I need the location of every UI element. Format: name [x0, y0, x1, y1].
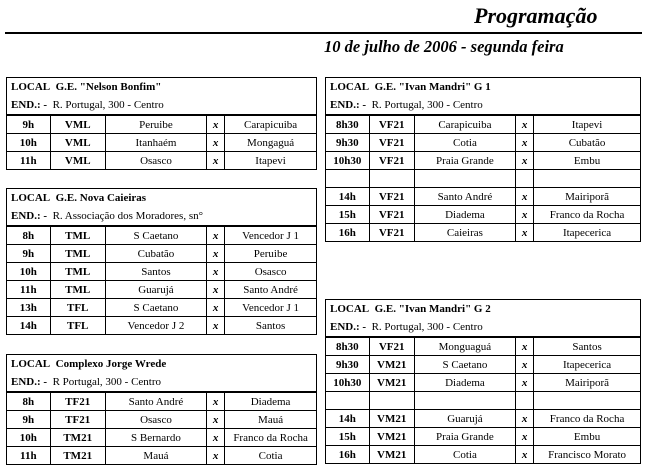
away-team: Santos	[534, 338, 640, 356]
match-row	[326, 338, 640, 356]
away-team: Vencedor J 1	[225, 227, 316, 245]
home-team: Itanhaém	[105, 134, 206, 152]
versus-mark: x	[207, 263, 225, 281]
match-row	[7, 245, 316, 263]
match-time: 10h30	[326, 152, 369, 170]
match-time: 15h	[326, 206, 369, 224]
match-time: 16h	[326, 224, 369, 242]
match-category: VF21	[369, 206, 414, 224]
match-row	[326, 446, 640, 464]
home-team: Mauá	[105, 447, 206, 465]
match-category: VF21	[369, 224, 414, 242]
home-team: Monguaguá	[414, 338, 515, 356]
match-time: 14h	[326, 188, 369, 206]
home-team: Santos	[105, 263, 206, 281]
match-category: VML	[50, 134, 105, 152]
venue-address-row	[326, 96, 640, 115]
home-team: Caieiras	[414, 224, 515, 242]
versus-mark: x	[207, 317, 225, 335]
match-row	[7, 116, 316, 134]
match-time: 10h	[7, 429, 50, 447]
away-team: Itapevi	[534, 116, 640, 134]
match-time: 8h	[7, 227, 50, 245]
match-time: 10h30	[326, 374, 369, 392]
match-time: 9h	[7, 411, 50, 429]
venue-header	[326, 300, 640, 318]
home-team: Praia Grande	[414, 428, 515, 446]
home-team: Carapicuiba	[414, 116, 515, 134]
venue-name: G.E. "Ivan Mandri" G 1	[374, 81, 491, 93]
versus-mark: x	[516, 152, 534, 170]
match-time	[326, 392, 369, 410]
match-time: 11h	[7, 447, 50, 465]
venue-header	[7, 78, 316, 96]
away-team: Franco da Rocha	[534, 410, 640, 428]
match-row	[7, 299, 316, 317]
away-team: Mairiporã	[534, 374, 640, 392]
versus-mark: x	[516, 446, 534, 464]
match-time	[326, 170, 369, 188]
match-category: TM21	[50, 447, 105, 465]
home-team: Cotia	[414, 446, 515, 464]
match-row	[326, 152, 640, 170]
away-team: Itapecerica	[534, 224, 640, 242]
match-row	[326, 392, 640, 410]
versus-mark: x	[516, 188, 534, 206]
versus-mark: x	[207, 245, 225, 263]
versus-mark: x	[516, 206, 534, 224]
away-team: Embu	[534, 428, 640, 446]
match-category: VF21	[369, 152, 414, 170]
match-category	[369, 170, 414, 188]
home-team: S Caetano	[105, 299, 206, 317]
versus-mark: x	[207, 116, 225, 134]
match-row	[7, 227, 316, 245]
end-label: END.: -	[330, 99, 367, 111]
away-team: Santos	[225, 317, 316, 335]
away-team: Peruibe	[225, 245, 316, 263]
versus-mark: x	[516, 356, 534, 374]
match-time: 8h30	[326, 338, 369, 356]
end-label: END.: -	[11, 99, 48, 111]
match-row	[326, 116, 640, 134]
local-label: LOCAL	[11, 358, 51, 370]
versus-mark: x	[207, 152, 225, 170]
home-team: Guarujá	[414, 410, 515, 428]
away-team: Mauá	[225, 411, 316, 429]
match-category: VML	[50, 116, 105, 134]
match-time: 11h	[7, 152, 50, 170]
match-row	[326, 410, 640, 428]
match-row	[7, 281, 316, 299]
match-category: TF21	[50, 411, 105, 429]
versus-mark: x	[516, 410, 534, 428]
match-row	[7, 317, 316, 335]
match-table	[7, 392, 316, 464]
match-category: VML	[50, 152, 105, 170]
away-team: Francisco Morato	[534, 446, 640, 464]
match-category: TFL	[50, 317, 105, 335]
home-team: S Bernardo	[105, 429, 206, 447]
venue-header	[326, 78, 640, 96]
page-subtitle: 10 de julho de 2006 - segunda feira	[324, 37, 564, 56]
title-rule	[5, 32, 642, 34]
versus-mark: x	[516, 428, 534, 446]
match-row	[7, 429, 316, 447]
match-time: 10h	[7, 134, 50, 152]
match-time: 8h30	[326, 116, 369, 134]
match-time: 9h30	[326, 134, 369, 152]
match-time: 15h	[326, 428, 369, 446]
match-category: VM21	[369, 428, 414, 446]
home-team: S Caetano	[414, 356, 515, 374]
home-team: Cotia	[414, 134, 515, 152]
match-row	[7, 152, 316, 170]
home-team: Peruibe	[105, 116, 206, 134]
versus-mark: x	[207, 393, 225, 411]
away-team: Itapevi	[225, 152, 316, 170]
away-team: Mairiporã	[534, 188, 640, 206]
match-row	[326, 356, 640, 374]
match-row	[7, 393, 316, 411]
versus-mark: x	[516, 116, 534, 134]
match-category: TML	[50, 227, 105, 245]
venue-name: G.E. "Nelson Bonfim"	[55, 81, 162, 93]
match-category: VF21	[369, 338, 414, 356]
venue-address-row	[7, 207, 316, 226]
away-team: Cubatão	[534, 134, 640, 152]
end-label: END.: -	[11, 376, 48, 388]
match-row	[7, 447, 316, 465]
venue-name: G.E. Nova Caieiras	[55, 192, 147, 204]
match-category: VF21	[369, 134, 414, 152]
match-table	[326, 115, 640, 241]
venue-ivan-mandri-g2	[325, 299, 641, 464]
local-label: LOCAL	[330, 81, 370, 93]
away-team: Diadema	[225, 393, 316, 411]
match-table	[7, 115, 316, 169]
match-category: TM21	[50, 429, 105, 447]
versus-mark: x	[207, 134, 225, 152]
match-time: 14h	[7, 317, 50, 335]
away-team: Franco da Rocha	[534, 206, 640, 224]
match-table	[326, 337, 640, 463]
away-team: Santo André	[225, 281, 316, 299]
match-time: 13h	[7, 299, 50, 317]
away-team: Cotia	[225, 447, 316, 465]
page-title: Programação	[474, 3, 598, 28]
venue-address: R. Portugal, 300 - Centro	[52, 99, 164, 111]
home-team: Diadema	[414, 374, 515, 392]
venue-address-row	[7, 96, 316, 115]
versus-mark: x	[207, 299, 225, 317]
match-category: VF21	[369, 188, 414, 206]
match-time: 14h	[326, 410, 369, 428]
match-time: 9h	[7, 116, 50, 134]
local-label: LOCAL	[11, 192, 51, 204]
away-team: Carapicuiba	[225, 116, 316, 134]
venue-name: Complexo Jorge Wrede	[55, 358, 167, 370]
venue-nelson-bonfim	[6, 77, 317, 170]
home-team: Santo André	[105, 393, 206, 411]
venue-address-row	[326, 318, 640, 337]
versus-mark: x	[207, 447, 225, 465]
venue-address: R. Associação dos Moradores, sn°	[52, 210, 203, 222]
end-label: END.: -	[11, 210, 48, 222]
match-row	[7, 263, 316, 281]
home-team: Santo André	[414, 188, 515, 206]
venue-ivan-mandri-g1	[325, 77, 641, 242]
match-table	[7, 226, 316, 334]
match-row	[326, 374, 640, 392]
home-team: Cubatão	[105, 245, 206, 263]
venue-address: R. Portugal, 300 - Centro	[371, 99, 483, 111]
venue-jorge-wrede	[6, 354, 317, 465]
match-category: VF21	[369, 116, 414, 134]
match-category: VM21	[369, 374, 414, 392]
home-team: Praia Grande	[414, 152, 515, 170]
away-team: Franco da Rocha	[225, 429, 316, 447]
versus-mark: x	[516, 224, 534, 242]
versus-mark: x	[207, 411, 225, 429]
match-row	[326, 224, 640, 242]
home-team: Guarujá	[105, 281, 206, 299]
home-team: Osasco	[105, 411, 206, 429]
away-team: Embu	[534, 152, 640, 170]
match-category: TFL	[50, 299, 105, 317]
versus-mark	[516, 392, 534, 410]
home-team: Osasco	[105, 152, 206, 170]
match-category: TML	[50, 281, 105, 299]
venue-address: R Portugal, 300 - Centro	[52, 376, 162, 388]
match-time: 9h	[7, 245, 50, 263]
home-team	[414, 170, 515, 188]
away-team	[534, 170, 640, 188]
away-team: Mongaguá	[225, 134, 316, 152]
match-category: VM21	[369, 410, 414, 428]
match-time: 16h	[326, 446, 369, 464]
away-team: Osasco	[225, 263, 316, 281]
versus-mark: x	[207, 227, 225, 245]
match-category: TML	[50, 245, 105, 263]
home-team: S Caetano	[105, 227, 206, 245]
match-category	[369, 392, 414, 410]
match-row	[7, 411, 316, 429]
match-category: TML	[50, 263, 105, 281]
away-team: Itapecerica	[534, 356, 640, 374]
away-team: Vencedor J 1	[225, 299, 316, 317]
end-label: END.: -	[330, 321, 367, 333]
venue-address-row	[7, 373, 316, 392]
venue-address: R. Portugal, 300 - Centro	[371, 321, 483, 333]
match-category: TF21	[50, 393, 105, 411]
venue-header	[7, 355, 316, 373]
match-time: 8h	[7, 393, 50, 411]
match-row	[326, 188, 640, 206]
versus-mark: x	[207, 281, 225, 299]
match-row	[326, 428, 640, 446]
venue-header	[7, 189, 316, 207]
versus-mark	[516, 170, 534, 188]
home-team	[414, 392, 515, 410]
home-team: Vencedor J 2	[105, 317, 206, 335]
match-row	[326, 206, 640, 224]
home-team: Diadema	[414, 206, 515, 224]
versus-mark: x	[207, 429, 225, 447]
match-time: 11h	[7, 281, 50, 299]
local-label: LOCAL	[11, 81, 51, 93]
match-category: VM21	[369, 446, 414, 464]
local-label: LOCAL	[330, 303, 370, 315]
away-team	[534, 392, 640, 410]
versus-mark: x	[516, 134, 534, 152]
versus-mark: x	[516, 374, 534, 392]
match-category: VM21	[369, 356, 414, 374]
match-time: 9h30	[326, 356, 369, 374]
versus-mark: x	[516, 338, 534, 356]
match-row	[7, 134, 316, 152]
venue-nova-caieiras	[6, 188, 317, 335]
match-time: 10h	[7, 263, 50, 281]
venue-name: G.E. "Ivan Mandri" G 2	[374, 303, 491, 315]
match-row	[326, 170, 640, 188]
match-row	[326, 134, 640, 152]
